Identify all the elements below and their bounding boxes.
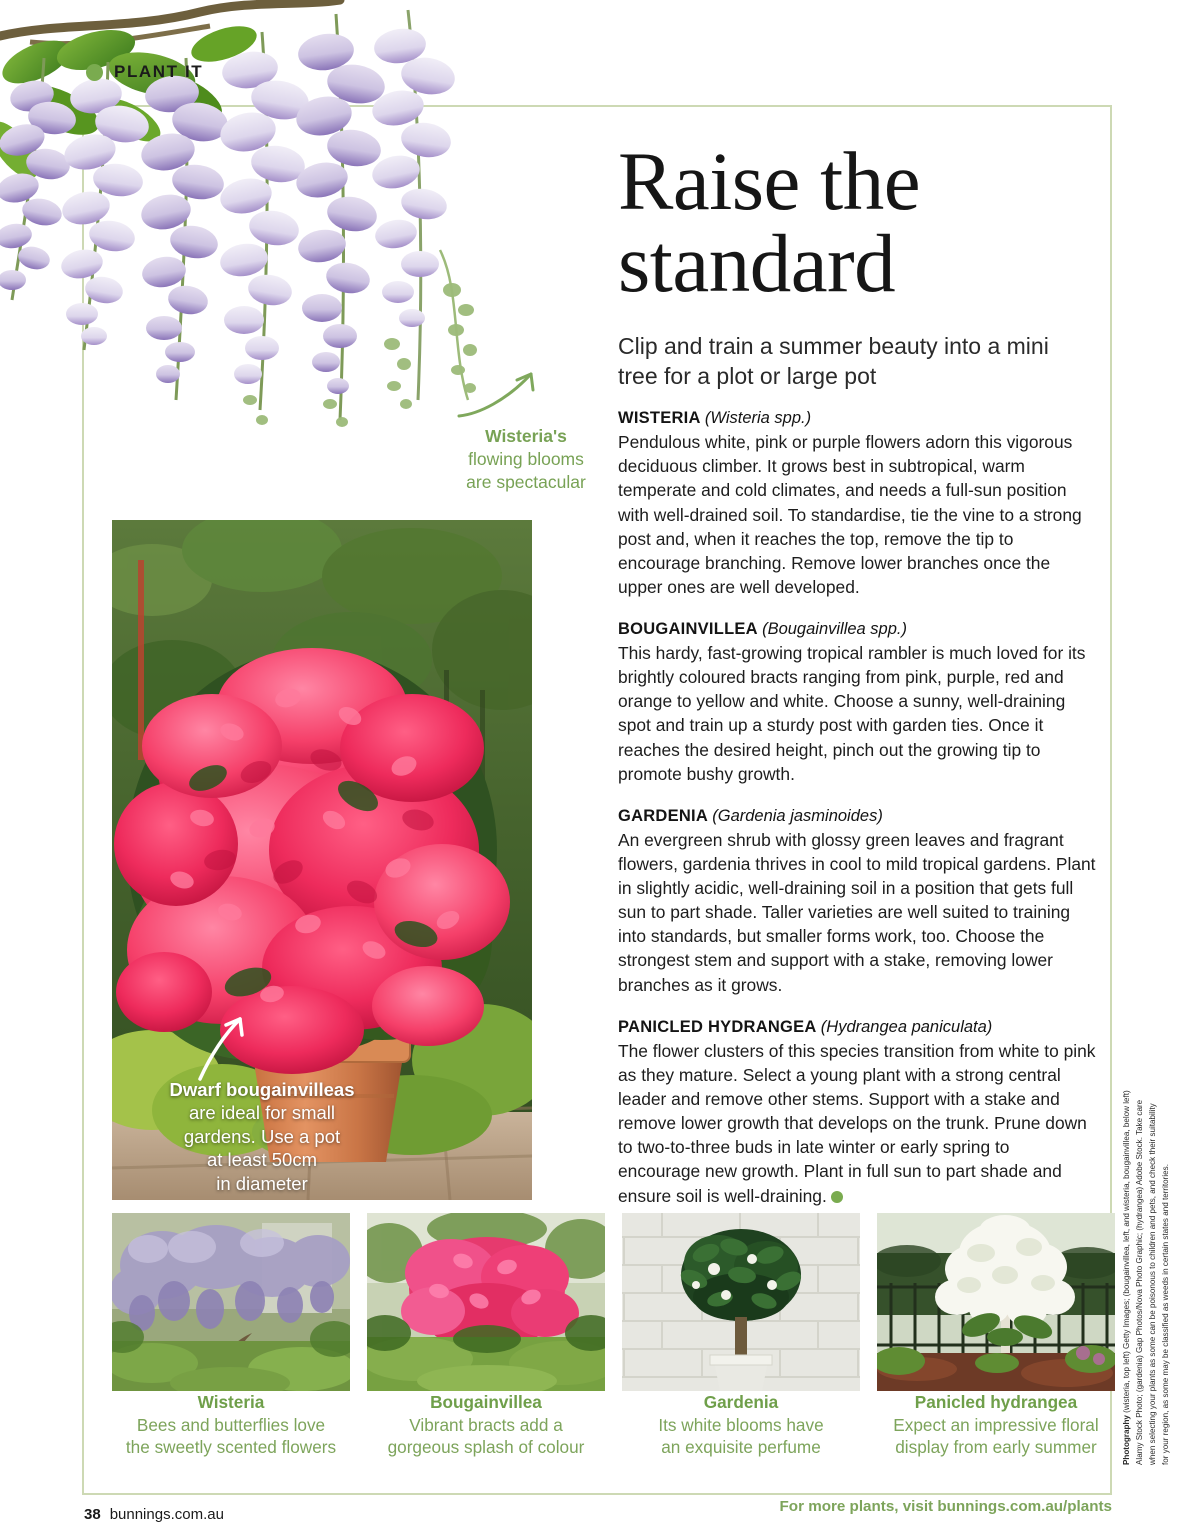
page-title	[618, 135, 1098, 310]
thumb-gardenia-photo	[622, 1213, 860, 1391]
section-eyebrow-label: PLANT IT	[114, 62, 204, 81]
section-eyebrow	[86, 62, 203, 82]
section-panicled-hydrangea-text: The flower clusters of this species transition from white to pink as they mature. Select a young plant with a strong central leader and remove other stems. Support with a stake and remove lower growth that develops on the trunk. Prune down to two-to-three buds in late winter or early spring to encourage new growth. Plant in full sun to part shade and ensure soil is well-draining.	[618, 1040, 1096, 1206]
section-bougainvillea-body: This hardy, fast-growing tropical rambler is much loved for its brightly coloured bracts ranging from pink, purple, red and orange to yellow and white. Choose a sunny, well-draining spot and train up a sturdy post with garden ties. Once it reaches the desired height, pinch out the growing tip to promote bushy growth.	[618, 643, 1086, 784]
thumb-bougainvillea-line2: gorgeous splash of colour	[387, 1437, 585, 1458]
wisteria-caption-arrow	[455, 358, 565, 420]
thumb-bougainvillea-photo	[367, 1213, 605, 1391]
hero-caption-line5: in diameter	[216, 1172, 308, 1194]
section-gardenia	[618, 805, 1096, 997]
thumb-gardenia-title: Gardenia	[703, 1392, 779, 1412]
section-panicled-hydrangea-latin: (Hydrangea paniculata)	[820, 1017, 993, 1036]
section-bougainvillea-latin: (Bougainvillea spp.)	[762, 619, 907, 638]
credit-line-3: when selecting your plants as some can be poisonous to children and pets, and check their suitability	[1148, 1103, 1158, 1465]
thumb-gardenia-line2: an exquisite perfume	[661, 1437, 821, 1458]
thumb-bougainvillea-caption	[367, 1391, 605, 1459]
thumb-bougainvillea-title: Bougainvillea	[430, 1392, 542, 1412]
credit-line-1-text: (wisteria, top left) Getty Images; (bougainvillea, left, and wisteria, bougainvillea, below left)	[1122, 1090, 1131, 1416]
thumb-wisteria-line2: the sweetly scented flowers	[125, 1437, 337, 1458]
thumb-wisteria-line1: Bees and butterflies love	[136, 1415, 326, 1436]
credit-line-1	[1120, 995, 1133, 1465]
end-mark-icon	[831, 1191, 843, 1203]
section-bougainvillea-name: BOUGAINVILLEA	[618, 619, 758, 638]
thumb-panicled-hydrangea-line1: Expect an impressive floral	[893, 1415, 1099, 1436]
thumb-panicled-hydrangea-photo	[877, 1213, 1115, 1391]
hero-caption-line4: at least 50cm	[206, 1149, 318, 1171]
thumb-wisteria-title: Wisteria	[197, 1392, 265, 1412]
credit-line-4: for your region, as some may be classified as weeds in certain states and territories.	[1161, 1164, 1171, 1465]
thumb-panicled-hydrangea-line2: display from early summer	[895, 1437, 1097, 1458]
section-gardenia-body: An evergreen shrub with glossy green leaves and fragrant flowers, gardenia thrives in cool to mild tropical gardens. Plant in slightly acidic, well-draining soil in a position that gets full sun to part shade. Taller varieties are well suited to training into standards, but smaller forms work, too. Choose the strongest stem and support with a stake, removing lower branches as it grows.	[618, 830, 1096, 995]
page-number: 38	[84, 1506, 101, 1523]
thumb-panicled-hydrangea-title: Panicled hydrangea	[914, 1392, 1078, 1412]
section-bougainvillea	[618, 618, 1096, 786]
section-wisteria-heading	[618, 407, 1096, 429]
thumb-wisteria-photo	[112, 1213, 350, 1391]
hero-caption-line2: are ideal for small	[188, 1102, 335, 1124]
thumb-gardenia-caption	[622, 1391, 860, 1459]
section-gardenia-latin: (Gardenia jasminoides)	[712, 806, 883, 825]
footer-left	[84, 1506, 224, 1523]
headline-line-2: standard	[618, 217, 896, 310]
credit-label: Photography	[1122, 1415, 1131, 1465]
thumb-wisteria-caption	[112, 1391, 350, 1459]
wisteria-photo-caption	[440, 425, 612, 493]
section-panicled-hydrangea-body	[618, 1039, 1096, 1208]
thumb-panicled-hydrangea	[877, 1213, 1115, 1459]
wisteria-caption-line2: flowing blooms	[468, 448, 584, 469]
thumb-panicled-hydrangea-caption	[877, 1391, 1115, 1459]
section-wisteria-name: WISTERIA	[618, 409, 701, 427]
thumb-wisteria	[112, 1213, 350, 1459]
thumb-gardenia	[622, 1213, 860, 1459]
section-panicled-hydrangea-name: PANICLED HYDRANGEA	[618, 1017, 816, 1036]
wisteria-caption-line3: are spectacular	[466, 471, 586, 492]
bullet-dot-icon	[86, 64, 103, 81]
photography-credit	[1120, 995, 1172, 1465]
headline-line-1: Raise the	[618, 135, 921, 227]
thumb-bougainvillea	[367, 1213, 605, 1459]
section-gardenia-name: GARDENIA	[618, 806, 708, 825]
section-wisteria	[618, 407, 1096, 599]
hero-caption-line3: gardens. Use a pot	[183, 1125, 341, 1147]
section-gardenia-heading	[618, 805, 1096, 827]
wisteria-caption-bold: Wisteria's	[485, 426, 567, 446]
section-panicled-hydrangea	[618, 1016, 1096, 1208]
footer-more-plants-link[interactable]: For more plants, visit bunnings.com.au/plants	[779, 1498, 1112, 1515]
credit-line-2: Alamy Stock Photo; (gardenia) Gap Photos/Nova Photo Graphic; (hydrangea) Adobe Stock. Take care	[1135, 1099, 1145, 1465]
bougainvillea-photo-caption	[112, 1078, 412, 1195]
bougainvillea-caption-arrow	[196, 1005, 276, 1085]
footer-site: bunnings.com.au	[109, 1506, 224, 1523]
standfirst: Clip and train a summer beauty into a mini tree for a plot or large pot	[618, 333, 1049, 389]
section-wisteria-body: Pendulous white, pink or purple flowers adorn this vigorous deciduous climber. It grows best in subtropical, warm temperate and cold climates, and needs a full-sun position with well-drained soil. To standardise, tie the vine to a strong post and, when it reaches the top, remove the tip to encourage branching. Remove lower branches once the upper ones are well developed.	[618, 432, 1082, 597]
article-body	[618, 407, 1096, 1227]
section-wisteria-latin: (Wisteria spp.)	[704, 409, 812, 427]
thumb-bougainvillea-line1: Vibrant bracts add a	[409, 1415, 563, 1436]
thumb-gardenia-line1: Its white blooms have	[658, 1415, 824, 1436]
hero-caption-bold: Dwarf bougainvilleas	[169, 1079, 355, 1100]
plant-thumbnail-row	[112, 1213, 1112, 1459]
section-bougainvillea-heading	[618, 618, 1096, 640]
section-panicled-hydrangea-heading	[618, 1016, 1096, 1038]
